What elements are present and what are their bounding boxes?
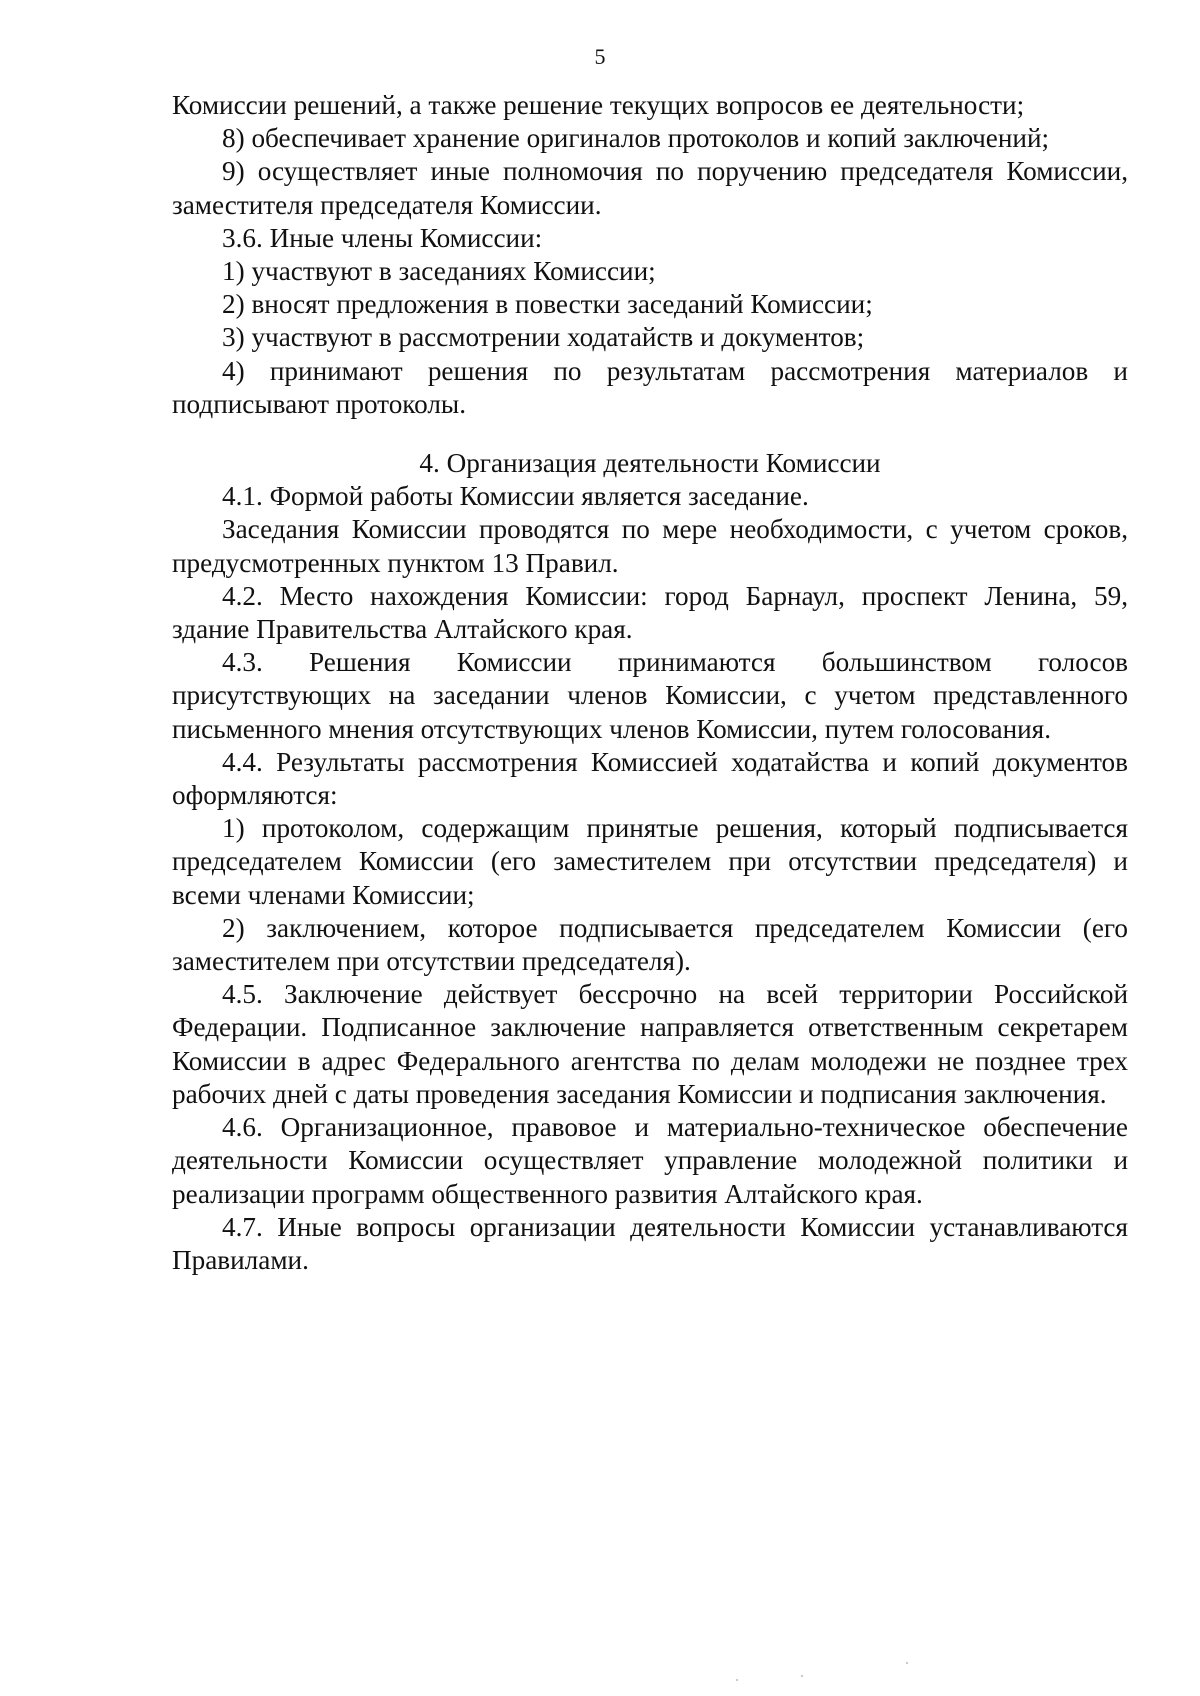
paragraph-4-3: 4.3. Решения Комиссии принимаются большинством голосов присутствующих на заседании членов Комиссии, с учетом представленного письменного мнения отсутствующих членов Комиссии, путем голосования. — [172, 647, 1128, 744]
paragraph-3-6: 3.6. Иные члены Комиссии: — [222, 222, 543, 253]
paragraph-4-4-item-2: 2) заключением, которое подписывается председателем Комиссии (его заместителем при отсутствии председателя). — [172, 912, 1128, 977]
paragraph-4-1: 4.1. Формой работы Комиссии является заседание. — [222, 481, 809, 512]
scan-speck — [736, 1679, 738, 1681]
scan-speck — [906, 1662, 908, 1664]
scan-speck — [801, 1675, 803, 1677]
paragraph-4-4-item-1: 1) протоколом, содержащим принятые решения, который подписывается председателем Комиссии (его заместителем при отсутствии председателя) и всеми членами Комиссии; — [172, 813, 1128, 910]
paragraph-3-6-item-4: 4) принимают решения по результатам рассмотрения материалов и подписывают протоколы. — [172, 355, 1128, 419]
paragraph-4-5: 4.5. Заключение действует бессрочно на всей территории Российской Федерации. Подписанное заключение направляется ответственным секретарем Комиссии в адрес Федерального агентства по делам молодежи не позднее трех рабочих дней с даты проведения заседания Комиссии и подписания заключения. — [172, 979, 1128, 1109]
paragraph-4-7: 4.7. Иные вопросы организации деятельности Комиссии устанавливаются Правилами. — [172, 1211, 1128, 1275]
document-body — [172, 89, 1128, 1277]
paragraph-4-1-meetings: Заседания Комиссии проводятся по мере необходимости, с учетом сроков, предусмотренных пунктом 13 Правил. — [172, 514, 1128, 578]
paragraph-3-6-item-1: 1) участвуют в заседаниях Комиссии; — [222, 256, 656, 287]
paragraph-4-6: 4.6. Организационное, правовое и материально-техническое обеспечение деятельности Комиссии осуществляет управление молодежной политики и реализации программ общественного развития Алтайского края. — [172, 1112, 1128, 1209]
paragraph-item-9: 9) осуществляет иные полномочия по поручению председателя Комиссии, заместителя председателя Комиссии. — [172, 156, 1128, 220]
section-4-heading: 4. Организация деятельности Комиссии — [419, 448, 881, 479]
page-number: 5 — [594, 44, 606, 69]
paragraph-continuation: Комиссии решений, а также решение текущих вопросов ее деятельности; — [172, 90, 1025, 120]
paragraph-4-2: 4.2. Место нахождения Комиссии: город Барнаул, проспект Ленина, 59, здание Правительства Алтайского края. — [172, 580, 1128, 645]
paragraph-3-6-item-2: 2) вносят предложения в повестки заседаний Комиссии; — [222, 289, 873, 320]
paragraph-item-8: 8) обеспечивает хранение оригиналов протоколов и копий заключений; — [222, 123, 1050, 154]
paragraph-3-6-item-3: 3) участвуют в рассмотрении ходатайств и документов; — [222, 322, 865, 353]
paragraph-4-4: 4.4. Результаты рассмотрения Комиссией ходатайства и копий документов оформляются: — [172, 746, 1128, 811]
